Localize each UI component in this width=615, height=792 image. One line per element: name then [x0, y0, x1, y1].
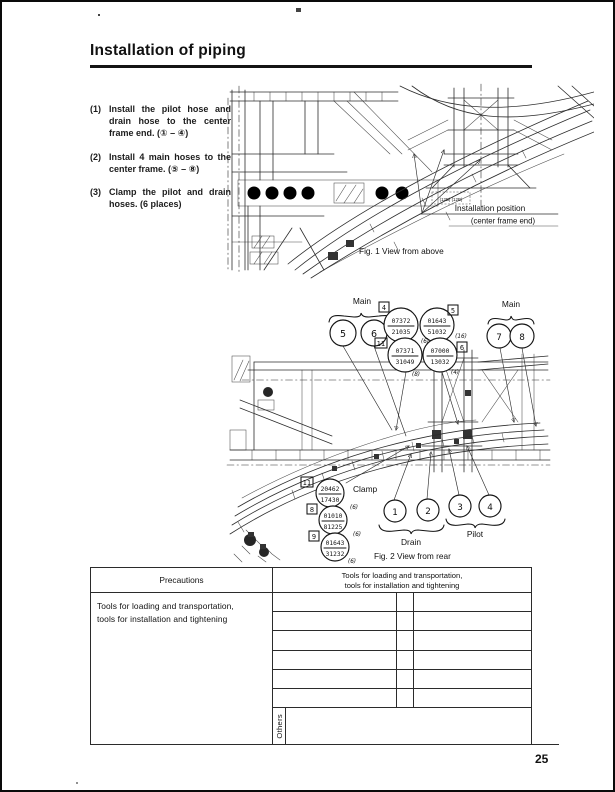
scan-artifact — [98, 14, 100, 16]
title-rule — [90, 65, 532, 68]
part-note-code: 21035 — [391, 329, 411, 336]
balloon-6-number: 6 — [370, 329, 378, 340]
fig2-main-right-group — [487, 299, 534, 348]
balloon-3-number: 3 — [457, 503, 463, 513]
table-header-row — [91, 568, 531, 593]
fig2-part-notes — [375, 302, 467, 378]
part-note-code: 51032 — [427, 329, 447, 336]
empty-tool-row — [273, 651, 531, 670]
fig2-hoses — [230, 420, 548, 562]
main-left-label: Main — [352, 296, 372, 306]
fig2-frame-lines — [227, 350, 550, 472]
part-count: (6) — [420, 339, 430, 345]
tools-column — [273, 593, 531, 744]
instruction-number: (3) — [90, 187, 101, 198]
empty-tool-row — [273, 670, 531, 689]
part-count: (6) — [347, 559, 357, 565]
instruction-text: Install 4 main hoses to the center frame. (⑤ – ⑧) — [109, 151, 231, 174]
fig1-center-frame-end — [408, 84, 552, 208]
part-tag: 11 — [302, 479, 312, 487]
pilot-label: Pilot — [466, 529, 484, 539]
part-tag: 5 — [450, 307, 456, 315]
precautions-header-label: Precautions — [159, 575, 204, 585]
empty-tool-row — [273, 631, 531, 650]
clamp-note-code: 17430 — [320, 497, 340, 504]
part-note-code: 31049 — [395, 359, 415, 366]
empty-tool-row — [273, 612, 531, 631]
piping-drawings — [170, 78, 594, 572]
part-tag: 11 — [376, 340, 386, 348]
balloon-7-number: 7 — [496, 333, 502, 343]
tools-header-line1: Tools for loading and transportation, — [341, 571, 463, 580]
fig1-caption: Fig. 1 View from above — [359, 246, 444, 256]
scan-artifact — [76, 782, 78, 784]
part-note-circle — [384, 308, 418, 342]
tools-rows — [273, 593, 531, 707]
part-note-code: 07000 — [430, 348, 450, 355]
part-count: (6) — [352, 532, 362, 538]
balloon-8-number: 8 — [519, 333, 525, 343]
table-subcolumn-line — [413, 593, 414, 707]
page-title: Installation of piping — [90, 42, 246, 59]
others-cell — [273, 708, 286, 744]
clamp-note-code: 01010 — [323, 513, 343, 520]
clamp-note-code: 01643 — [325, 540, 345, 547]
table-body — [91, 593, 531, 744]
balloon-2-number: 2 — [425, 507, 431, 517]
fig2-caption: Fig. 2 View from rear — [374, 551, 451, 561]
instruction-text: Install the pilot hose and drain hose to the center frame end. (① – ④) — [109, 104, 231, 138]
part-note-circle — [388, 338, 422, 372]
table-header-precautions — [91, 568, 273, 592]
page-number: 25 — [535, 752, 549, 766]
part-count: (6) — [349, 505, 359, 511]
instruction-text: Clamp the pilot and drain hoses. (6 places) — [109, 187, 231, 210]
precautions-cell — [91, 593, 273, 744]
instruction-number: (2) — [90, 151, 101, 162]
clamp-label: Clamp — [353, 484, 378, 494]
precautions-text-line1: Tools for loading and transportation, — [97, 601, 234, 611]
detail-12b-label: (12B) (12B) — [439, 197, 463, 202]
clamp-note-code: 20462 — [320, 486, 340, 493]
fig2-clamp-notes — [301, 477, 378, 565]
balloon-5-number: 5 — [339, 329, 347, 340]
part-count: (16) — [455, 334, 467, 340]
part-count: (8) — [411, 372, 421, 378]
part-note-circle — [420, 308, 454, 342]
part-note-code: 07371 — [395, 348, 415, 355]
scan-artifact — [296, 8, 301, 12]
balloon-1-number: 1 — [392, 508, 398, 518]
table-subcolumn-line — [396, 593, 397, 707]
table-header-tools — [273, 568, 531, 592]
others-row — [273, 707, 531, 744]
empty-tool-row — [273, 689, 531, 707]
part-tag: 8 — [309, 506, 315, 514]
others-label: Others — [274, 713, 284, 739]
part-note-code: 01643 — [427, 318, 447, 325]
part-count: (4) — [450, 370, 460, 376]
clamp-note-code: 31232 — [325, 551, 345, 558]
table-bottom-rule-extension — [532, 744, 559, 746]
balloon-4-number: 4 — [487, 503, 493, 513]
precautions-text-line2: tools for installation and tightening — [97, 614, 228, 625]
part-note-code: 13032 — [430, 359, 450, 366]
part-tag: 4 — [381, 304, 387, 312]
empty-tool-row — [273, 593, 531, 612]
drain-label: Drain — [400, 537, 422, 547]
part-tag: 9 — [311, 533, 317, 541]
part-tag: 6 — [459, 344, 465, 352]
instruction-number: (1) — [90, 104, 101, 114]
tools-header-line2: tools for installation and tightening — [344, 580, 460, 590]
installation-position-label: Installation position — [454, 203, 526, 213]
clamp-note-code: 81225 — [323, 524, 343, 531]
center-frame-end-label: (center frame end) — [470, 216, 536, 226]
fig2-drain-pilot-group — [379, 495, 505, 547]
part-note-code: 07372 — [391, 318, 411, 325]
tools-table — [90, 567, 532, 745]
main-right-label: Main — [501, 299, 521, 309]
